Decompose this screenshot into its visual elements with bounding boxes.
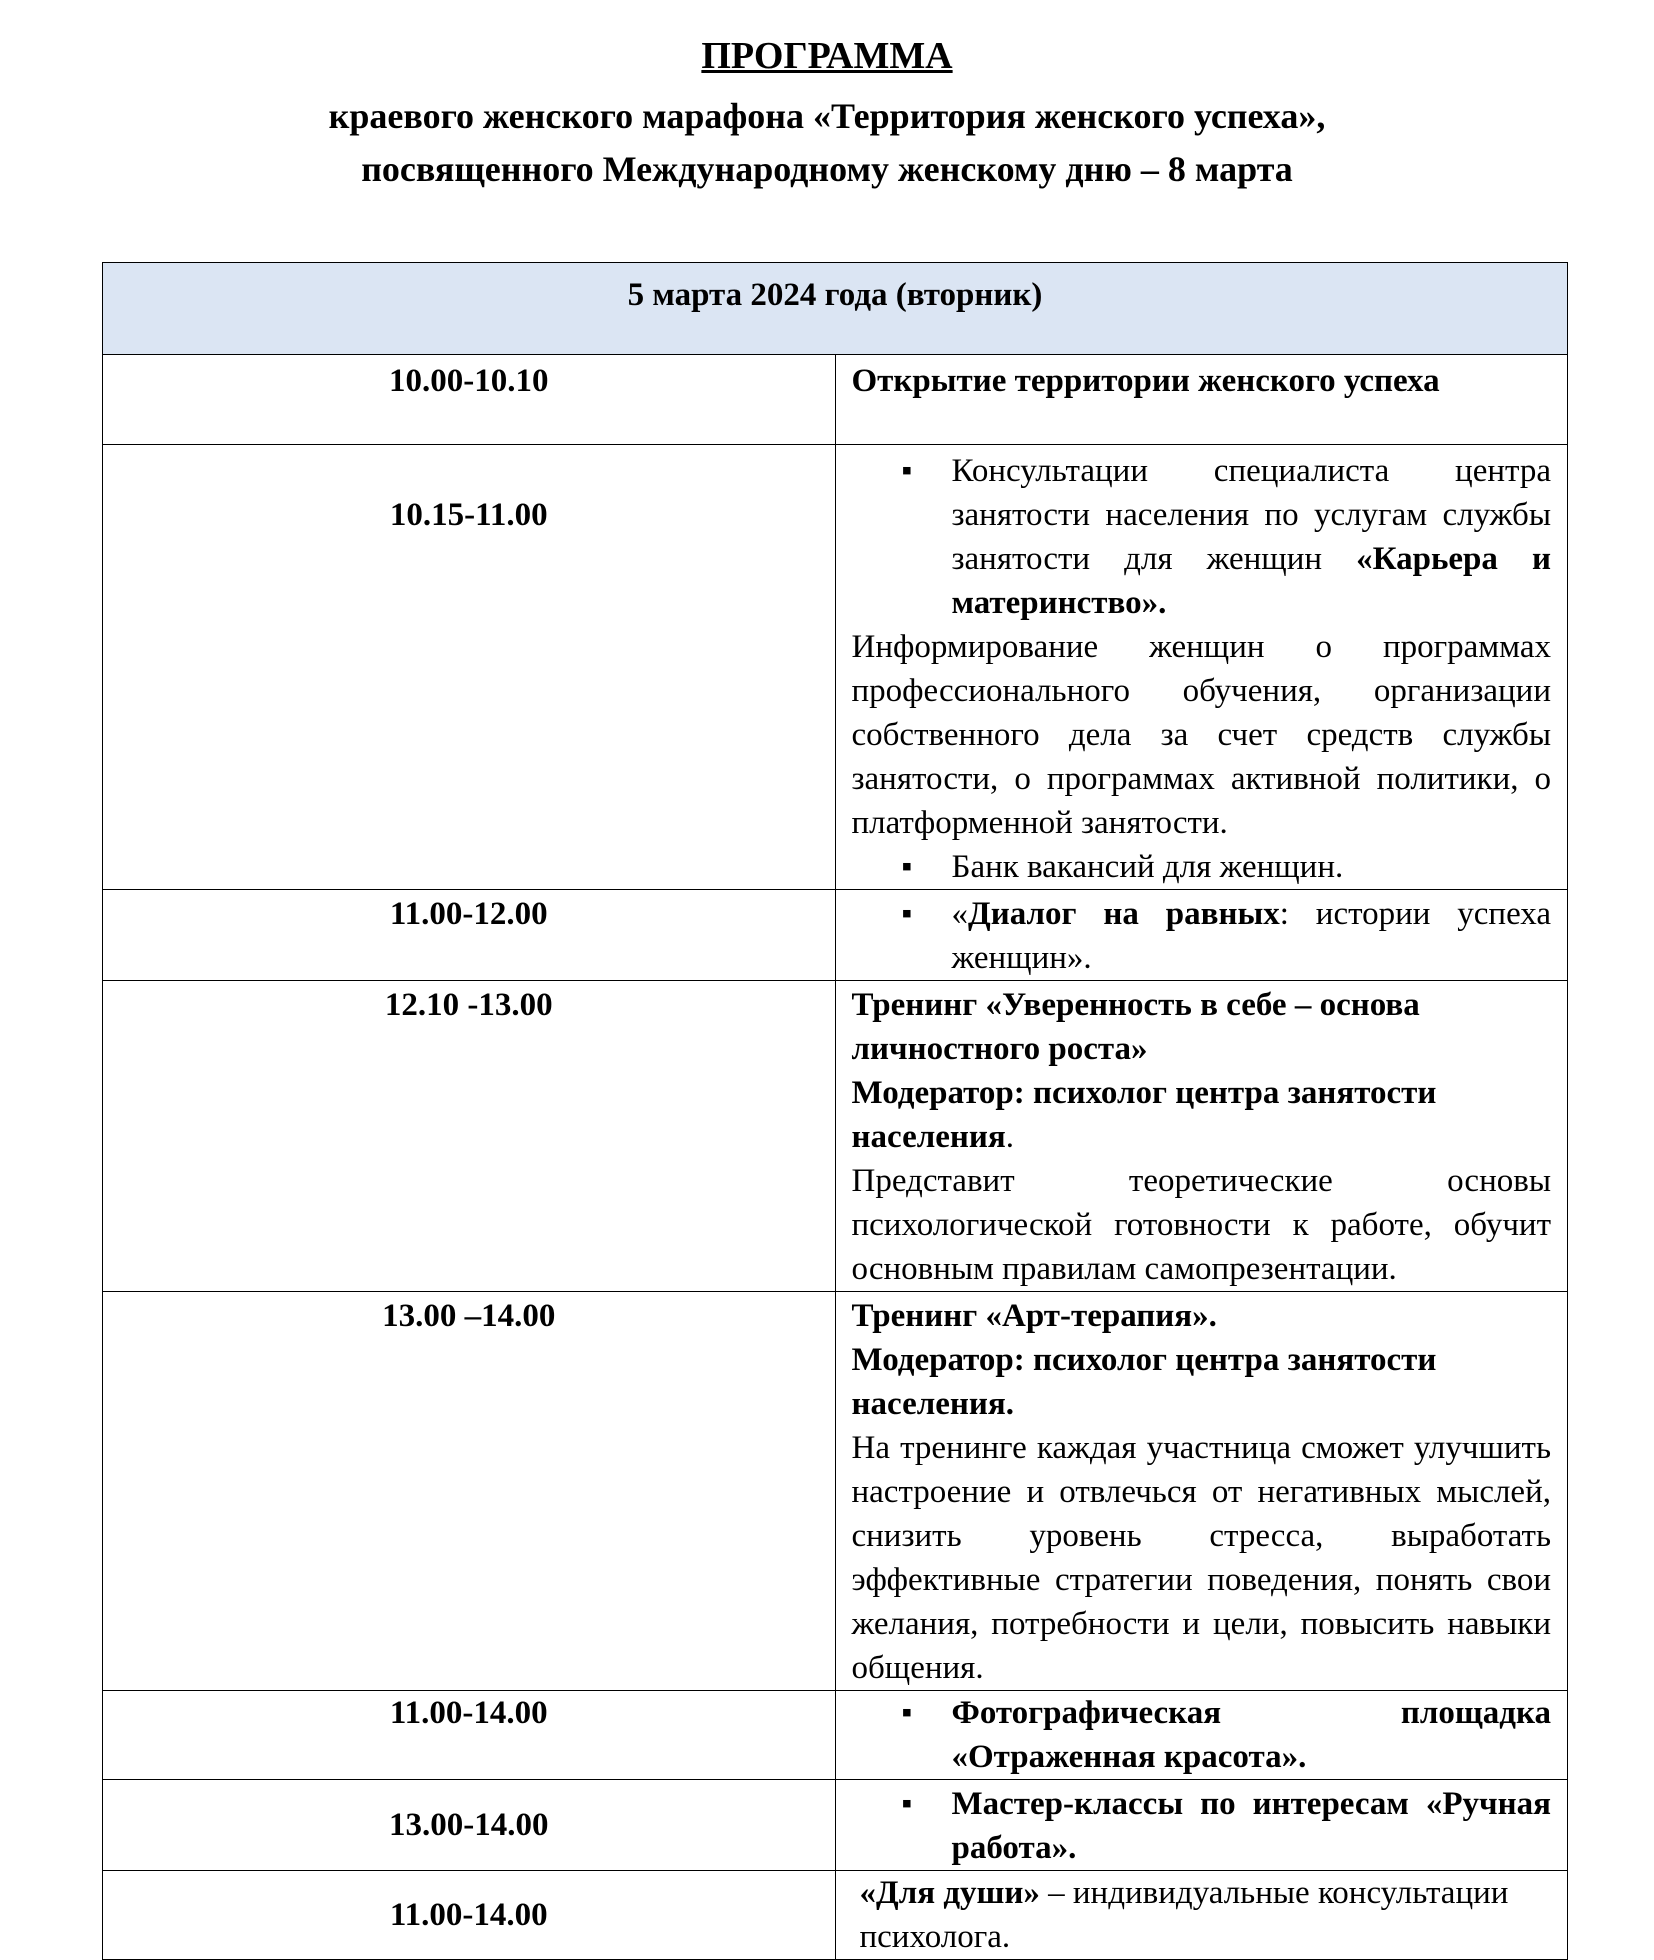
bullet-text: Консультации специалиста центра занятости населения по услугам службы занятости для женщин [951, 453, 1551, 577]
table-row [103, 1691, 1568, 1780]
time-cell: 10.00-10.10 [103, 355, 836, 445]
bullet-emphasis: «Карьера и материнство». [951, 541, 1551, 621]
time-cell: 11.00-12.00 [103, 890, 836, 981]
subtitle-line-1: краевого женского марафона «Территория женского успеха», [328, 96, 1326, 136]
table-row [103, 445, 1568, 890]
event-description [835, 1691, 1568, 1780]
event-title: Открытие территории женского успеха [835, 355, 1568, 445]
event-paragraph: Представит теоретические основы психологической готовности к работе, обучит основным правилам самопрезентации. [851, 1163, 1551, 1287]
document-subtitle [0, 90, 1654, 196]
event-title: Тренинг «Уверенность в себе – основа личностного роста» [851, 987, 1420, 1067]
time-cell: 13.00 –14.00 [103, 1292, 836, 1691]
table-row [103, 1780, 1568, 1871]
bullet-item: ▪ Фотографическая площадка «Отраженная красота». [852, 1691, 1552, 1779]
time-cell: 12.10 -13.00 [103, 981, 836, 1292]
bullet-item [852, 449, 1552, 625]
document-title: ПРОГРАММА [701, 35, 953, 77]
bullet-text: : истории успеха женщин». [951, 896, 1551, 976]
date-header: 5 марта 2024 года (вторник) [103, 263, 1568, 355]
event-description [835, 1780, 1568, 1871]
event-description [835, 981, 1568, 1292]
bullet-prefix: « [951, 896, 968, 932]
event-moderator [852, 1071, 1552, 1159]
time-cell: 10.15-11.00 [103, 445, 836, 890]
event-description [835, 1871, 1568, 1960]
time-cell: 11.00-14.00 [103, 1871, 836, 1960]
event-paragraph: Информирование женщин о программах профессионального обучения, организации собственного дела за счет средств службы занятости, о программах активной политики, о платформенной занятости. [851, 629, 1551, 841]
bullet-item: ▪ Банк вакансий для женщин. [852, 845, 1552, 889]
event-moderator: Модератор: психолог центра занятости населения. [851, 1342, 1437, 1422]
bullet-item: ▪ Мастер-классы по интересам «Ручная работа». [852, 1782, 1552, 1870]
table-row [103, 355, 1568, 445]
event-text: – индивидуальные консультации психолога. [859, 1875, 1509, 1955]
bullet-emphasis: Диалог на равных [968, 896, 1280, 932]
event-emphasis: «Для души» [859, 1875, 1040, 1911]
subtitle-line-2: посвященного Международному женскому дню – 8 марта [361, 149, 1293, 189]
time-cell: 13.00-14.00 [103, 1780, 836, 1871]
table-row [103, 1871, 1568, 1960]
date-header-row [103, 263, 1568, 355]
table-row [103, 890, 1568, 981]
moderator-text: Модератор: психолог центра занятости населения [851, 1075, 1437, 1155]
time-cell: 11.00-14.00 [103, 1691, 836, 1780]
program-table [102, 262, 1568, 1960]
table-row [103, 981, 1568, 1292]
event-title: Тренинг «Арт-терапия». [851, 1298, 1217, 1334]
event-description [835, 445, 1568, 890]
event-description [835, 890, 1568, 981]
event-description [835, 1292, 1568, 1691]
table-row [103, 1292, 1568, 1691]
moderator-tail: . [1005, 1119, 1015, 1155]
event-paragraph: На тренинге каждая участница сможет улучшить настроение и отвлечься от негативных мыслей, снизить уровень стресса, выработать эффективные стратегии поведения, понять свои желания, потребности и цели, повысить навыки общения. [851, 1430, 1551, 1686]
bullet-item [852, 892, 1552, 980]
